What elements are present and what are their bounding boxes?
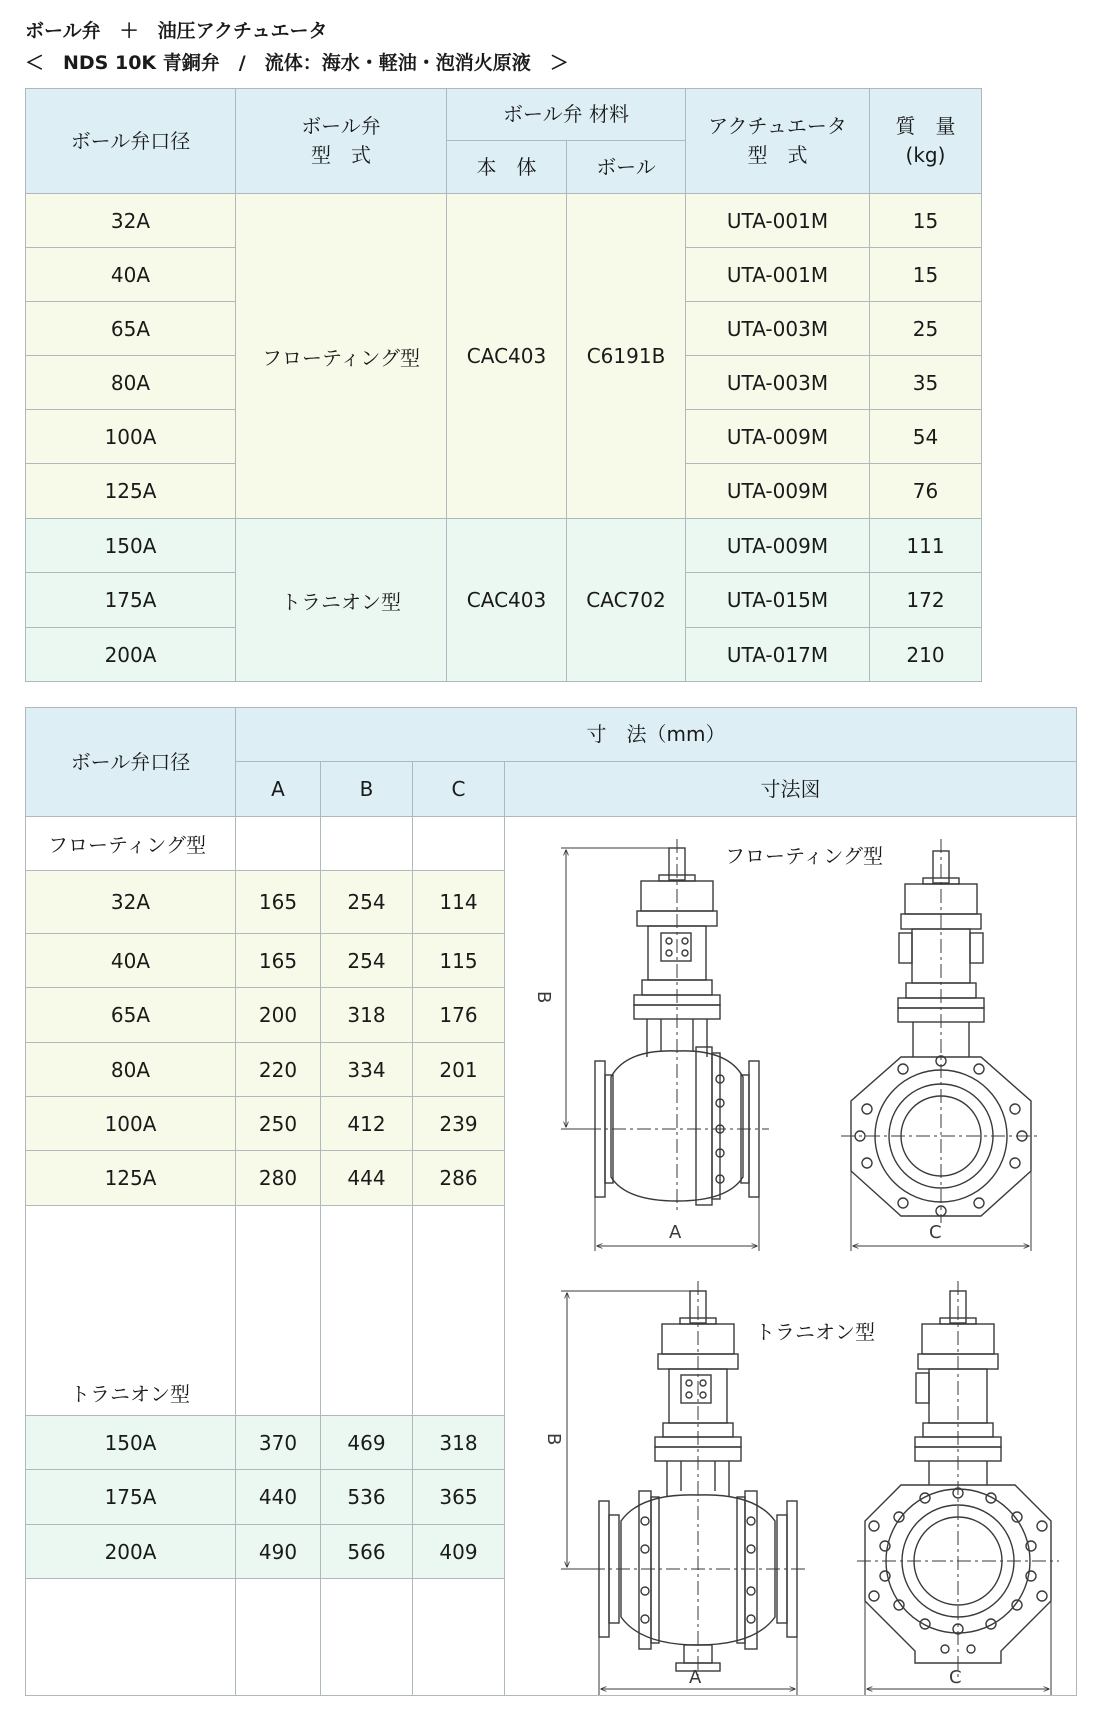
page-title: ボール弁 ＋ 油圧アクチュエータ: [25, 20, 328, 42]
spec-bore-cell: 125A: [25, 463, 236, 519]
page-subtitle: ＜ NDS 10K 青銅弁 / 流体：海水・軽油・泡消火原液 ＞: [25, 52, 569, 74]
spec-header-actuator: [685, 88, 870, 194]
dim-c-cell: 239: [412, 1096, 505, 1151]
dim-c-cell: 318: [412, 1415, 505, 1470]
spec-header-bore: ボール弁口径: [25, 88, 236, 194]
spec-header-valve-type-line1: ボール弁: [301, 114, 381, 138]
drawing-dim-b-trunnion: B: [543, 1433, 564, 1446]
empty-cell: [25, 1578, 236, 1696]
spec-actuator-cell: UTA-009M: [685, 463, 870, 519]
empty-cell: [235, 1205, 321, 1416]
dimension-drawing-frame: [504, 816, 1077, 1696]
dim-a-cell: 490: [235, 1524, 321, 1579]
floating-end-view: [841, 839, 1041, 1251]
empty-cell: [235, 1578, 321, 1696]
spec-actuator-cell: UTA-017M: [685, 627, 870, 682]
empty-cell: [412, 1205, 505, 1416]
spec-header-mass: [869, 88, 982, 194]
dim-c-cell: 286: [412, 1150, 505, 1206]
dim-b-cell: 254: [320, 870, 413, 934]
spec-trunnion-type: トラニオン型: [235, 518, 447, 682]
dim-b-cell: 566: [320, 1524, 413, 1579]
dim-a-cell: 280: [235, 1150, 321, 1206]
empty-cell: [412, 1578, 505, 1696]
spec-actuator-cell: UTA-009M: [685, 409, 870, 464]
spec-header-actuator-line1: アクチュエータ: [708, 114, 847, 138]
spec-floating-body: CAC403: [446, 193, 567, 519]
dim-bore-cell: 80A: [25, 1042, 236, 1097]
dim-a-cell: 370: [235, 1415, 321, 1470]
empty-cell: [412, 816, 505, 871]
spec-actuator-cell: UTA-003M: [685, 301, 870, 356]
spec-floating-type: フローティング型: [235, 193, 447, 519]
dim-floating-label: フローティング型: [25, 816, 236, 871]
spec-bore-cell: 65A: [25, 301, 236, 356]
drawing-dim-a-floating: A: [669, 1222, 682, 1243]
spec-mass-cell: 25: [869, 301, 982, 356]
spec-header-mass-line1: 質 量: [895, 114, 956, 138]
drawing-dim-c-trunnion: C: [949, 1667, 962, 1688]
dim-b-cell: 412: [320, 1096, 413, 1151]
spec-mass-cell: 111: [869, 518, 982, 573]
spec-header-valve-type-line2: 型 式: [311, 143, 371, 167]
empty-cell: [235, 816, 321, 871]
spec-mass-cell: 15: [869, 193, 982, 248]
spec-bore-cell: 175A: [25, 572, 236, 628]
drawing-dim-c-floating: C: [929, 1222, 942, 1243]
spec-bore-cell: 100A: [25, 409, 236, 464]
dim-a-cell: 165: [235, 870, 321, 934]
spec-header-mass-line2: (kg): [905, 143, 946, 167]
dim-b-cell: 444: [320, 1150, 413, 1206]
spec-bore-cell: 150A: [25, 518, 236, 573]
dim-bore-cell: 40A: [25, 933, 236, 988]
spec-header-body: 本 体: [446, 140, 567, 194]
spec-mass-cell: 172: [869, 572, 982, 628]
dim-bore-cell: 125A: [25, 1150, 236, 1206]
empty-cell: [320, 1578, 413, 1696]
dim-a-cell: 220: [235, 1042, 321, 1097]
dim-b-cell: 536: [320, 1469, 413, 1525]
spec-mass-cell: 210: [869, 627, 982, 682]
dim-header-b: B: [320, 761, 413, 817]
dim-a-cell: 200: [235, 987, 321, 1043]
spec-header-ball: ボール: [566, 140, 686, 194]
dim-header-bore: ボール弁口径: [25, 707, 236, 817]
dim-bore-cell: 200A: [25, 1524, 236, 1579]
spec-trunnion-ball: CAC702: [566, 518, 686, 682]
dim-c-cell: 176: [412, 987, 505, 1043]
spec-header-material: ボール弁 材料: [446, 88, 686, 141]
spec-actuator-cell: UTA-015M: [685, 572, 870, 628]
dim-b-cell: 334: [320, 1042, 413, 1097]
dim-a-cell: 440: [235, 1469, 321, 1525]
dim-header-drawing: 寸法図: [504, 761, 1077, 817]
dim-header-dimensions: 寸 法（mm）: [235, 707, 1077, 762]
spec-actuator-cell: UTA-001M: [685, 247, 870, 302]
dim-header-c: C: [412, 761, 505, 817]
dim-b-cell: 254: [320, 933, 413, 988]
spec-mass-cell: 54: [869, 409, 982, 464]
spec-bore-cell: 80A: [25, 355, 236, 410]
dim-bore-cell: 100A: [25, 1096, 236, 1151]
spec-actuator-cell: UTA-009M: [685, 518, 870, 573]
spec-header-valve-type: [235, 88, 447, 194]
empty-cell: [320, 1205, 413, 1416]
dim-c-cell: 115: [412, 933, 505, 988]
spec-mass-cell: 15: [869, 247, 982, 302]
spec-mass-cell: 76: [869, 463, 982, 519]
drawing-label-floating: フローティング型: [725, 844, 883, 868]
spec-mass-cell: 35: [869, 355, 982, 410]
spec-bore-cell: 40A: [25, 247, 236, 302]
drawing-dim-b-floating: B: [533, 991, 554, 1004]
empty-cell: [320, 816, 413, 871]
trunnion-end-view: [857, 1281, 1059, 1695]
spec-floating-ball: C6191B: [566, 193, 686, 519]
dim-bore-cell: 150A: [25, 1415, 236, 1470]
dimension-drawing: [505, 817, 1076, 1695]
floating-side-view: [561, 839, 769, 1251]
dim-c-cell: 365: [412, 1469, 505, 1525]
spec-header-actuator-line2: 型 式: [747, 143, 808, 167]
dim-c-cell: 114: [412, 870, 505, 934]
drawing-dim-a-trunnion: A: [689, 1667, 702, 1688]
drawing-label-trunnion: トラニオン型: [755, 1320, 875, 1344]
dim-bore-cell: 175A: [25, 1469, 236, 1525]
dim-a-cell: 250: [235, 1096, 321, 1151]
dim-header-a: A: [235, 761, 321, 817]
spec-bore-cell: 32A: [25, 193, 236, 248]
dim-c-cell: 201: [412, 1042, 505, 1097]
dim-bore-cell: 32A: [25, 870, 236, 934]
spec-actuator-cell: UTA-001M: [685, 193, 870, 248]
spec-trunnion-body: CAC403: [446, 518, 567, 682]
dim-b-cell: 469: [320, 1415, 413, 1470]
dim-b-cell: 318: [320, 987, 413, 1043]
dim-c-cell: 409: [412, 1524, 505, 1579]
dim-a-cell: 165: [235, 933, 321, 988]
dim-bore-cell: 65A: [25, 987, 236, 1043]
dim-trunnion-label: トラニオン型: [25, 1205, 236, 1416]
spec-actuator-cell: UTA-003M: [685, 355, 870, 410]
spec-bore-cell: 200A: [25, 627, 236, 682]
